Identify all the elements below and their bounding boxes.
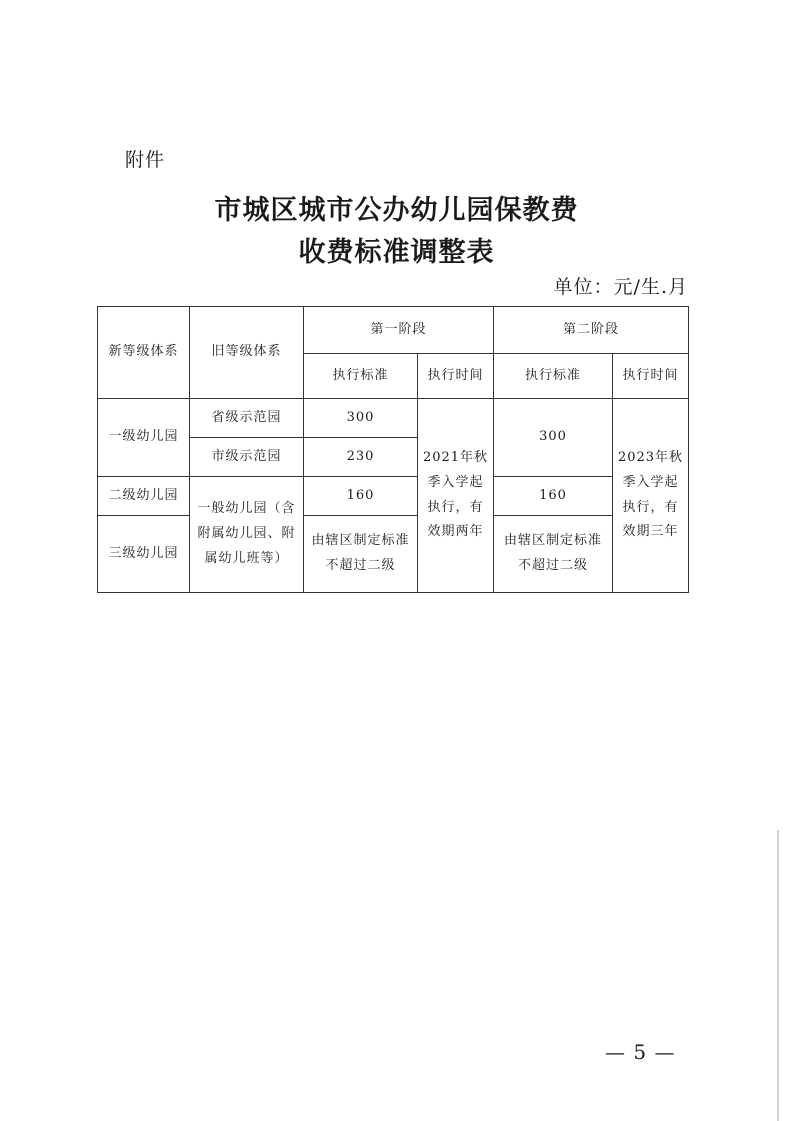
cell-stage-2-level-3: 由辖区制定标准不超过二级 — [494, 516, 613, 593]
cell-level-3: 三级幼儿园 — [98, 516, 190, 593]
unit-note: 单位：元/生.月 — [553, 276, 688, 298]
cell-level-2: 二级幼儿园 — [98, 477, 190, 516]
table-header-row — [98, 307, 689, 354]
document-title-line-2: 收费标准调整表 — [298, 237, 495, 268]
cell-level-1: 一级幼儿园 — [98, 399, 190, 477]
table-row — [98, 477, 689, 516]
cell-stage-2-time: 2023年秋季入学起执行，有效期三年 — [613, 399, 689, 593]
header-new-system: 新等级体系 — [98, 307, 190, 399]
cell-old-city: 市级示范园 — [190, 438, 304, 477]
cell-stage-1-city-fee: 230 — [304, 438, 418, 477]
cell-stage-1-time: 2021年秋季入学起执行，有效期两年 — [418, 399, 494, 593]
header-stage-2-standard: 执行标准 — [494, 354, 613, 399]
header-stage-1-standard: 执行标准 — [304, 354, 418, 399]
fee-standard-table — [97, 306, 689, 593]
header-stage-1: 第一阶段 — [304, 307, 494, 354]
cell-old-general: 一般幼儿园（含附属幼儿园、附属幼儿班等） — [190, 477, 304, 593]
cell-stage-1-general-fee: 160 — [304, 477, 418, 516]
attachment-label: 附件 — [125, 149, 166, 171]
header-old-system: 旧等级体系 — [190, 307, 304, 399]
document-title-line-1: 市城区城市公办幼儿园保教费 — [214, 195, 579, 226]
cell-old-provincial: 省级示范园 — [190, 399, 304, 438]
scan-edge-line — [777, 830, 779, 1121]
cell-stage-1-level-3: 由辖区制定标准不超过二级 — [304, 516, 418, 593]
cell-stage-1-provincial-fee: 300 — [304, 399, 418, 438]
cell-stage-2-level-1-fee: 300 — [494, 399, 613, 477]
header-stage-2: 第二阶段 — [494, 307, 689, 354]
page-number: — 5 — — [605, 1040, 676, 1064]
cell-stage-2-level-2-fee: 160 — [494, 477, 613, 516]
header-stage-2-time: 执行时间 — [613, 354, 689, 399]
header-stage-1-time: 执行时间 — [418, 354, 494, 399]
table-row — [98, 399, 689, 438]
table-row — [98, 516, 689, 593]
